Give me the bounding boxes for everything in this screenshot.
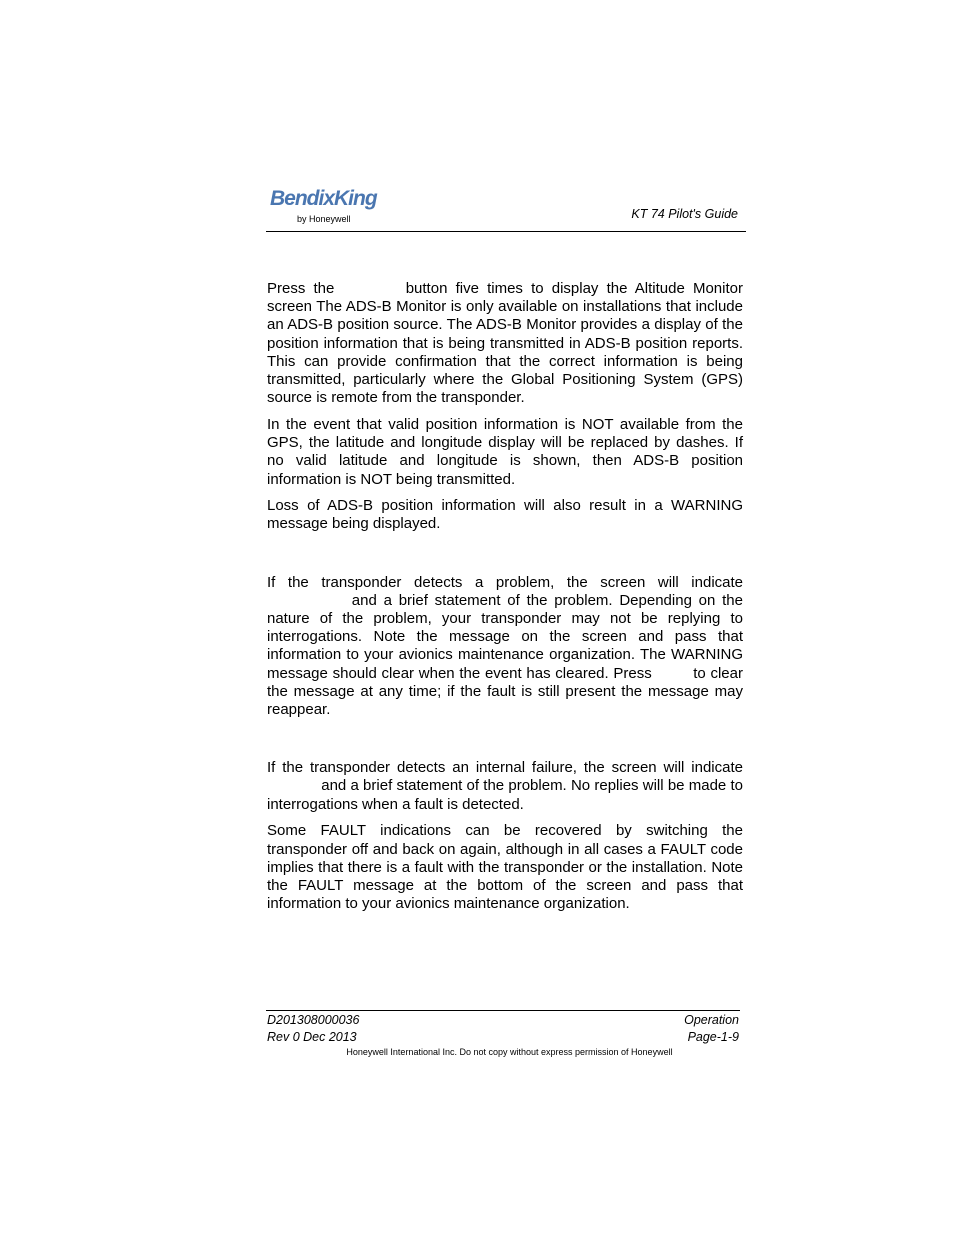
warning-paragraph [267,574,743,720]
warning-p-middle: and a brief statement of the problem. Depending on the nature of the problem, your transponder may not be replying to interrogations. Note the message on the screen and pass that information to your avionics maintenance organization. The WARNING message should clear when the event has cleared. Press [267,591,743,682]
logo-wordmark: BendixKing [270,187,377,210]
header-divider [266,231,746,232]
ads-b-p1-rest: button five times to display the Altitude Monitor screen The ADS-B Monitor is only available on installations that include an ADS-B position source. The ADS-B Monitor provides a display of the position information that is being transmitted in ADS-B position reports. This can provide confirmation that the correct information is being transmitted, particularly where the Global Positioning System (GPS) source is remote from the transponder. [267,280,743,407]
guide-title: KT 74 Pilot's Guide [631,207,738,221]
document-number: D201308000036 [267,1013,360,1027]
fault-p1-rest: and a brief statement of the problem. No replies will be made to interrogations when a fault is detected. [267,777,743,813]
page-number: Page-1-9 [687,1030,739,1044]
section-name: Operation [684,1013,739,1027]
fault-p1-start: If the transponder detects an internal failure, the screen will indicate [267,759,743,777]
ads-b-monitor-paragraph-1 [267,280,743,407]
fault-paragraph-1 [267,759,743,814]
page-body [267,280,743,913]
ads-b-monitor-paragraph-2: In the event that valid position information is NOT available from the GPS, the latitude and longitude display will be replaced by dashes. If no valid latitude and longitude is shown, then ADS-B position information is NOT being transmitted. [267,415,743,488]
ads-b-p1-start: Press the [267,280,335,297]
fault-paragraph-2: Some FAULT indications can be recovered by switching the transponder off and back on again, although in all cases a FAULT code implies that there is a fault with the transponder or the installation. Note the FAULT message at the bottom of the screen and pass that information to your avionics maintenance organization. [267,822,743,913]
logo-subtitle: by Honeywell [297,214,351,224]
bendixking-logo [270,187,390,229]
revision-date: Rev 0 Dec 2013 [267,1030,357,1044]
footer-divider [266,1010,740,1011]
ads-b-monitor-paragraph-3: Loss of ADS-B position information will also result in a WARNING message being displayed. [267,497,743,533]
copyright-notice: Honeywell International Inc. Do not copy without express permission of Honeywell [346,1047,673,1057]
warning-p-start: If the transponder detects a problem, the screen will indicate [267,573,743,591]
warning-p-end: to clear the message at any time; if the fault is still present the message may reappear. [267,664,743,719]
